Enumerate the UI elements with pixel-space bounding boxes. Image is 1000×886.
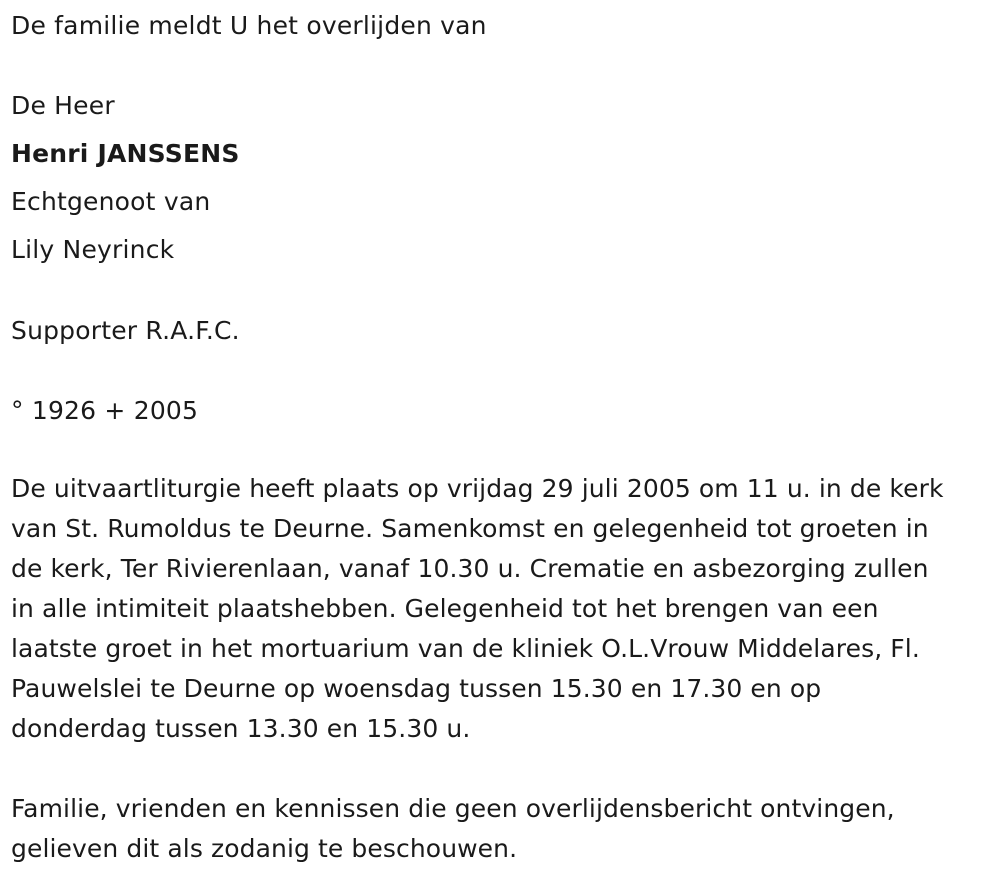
honorific: De Heer (11, 91, 115, 120)
service-line: Pauwelslei te Deurne op woensdag tussen 15.30 en 17.30 en op (11, 674, 822, 703)
affiliation: Supporter R.A.F.C. (11, 316, 240, 345)
service-line: De uitvaartliturgie heeft plaats op vrijdag 29 juli 2005 om 11 u. in de kerk (11, 474, 944, 503)
service-line: van St. Rumoldus te Deurne. Samenkomst en gelegenheid tot groeten in (11, 514, 929, 543)
service-line: donderdag tussen 13.30 en 15.30 u. (11, 714, 471, 743)
service-line: de kerk, Ter Rivierenlaan, vanaf 10.30 u. Crematie en asbezorging zullen (11, 554, 929, 583)
deceased-name: Henri JANSSENS (11, 139, 240, 168)
closing-line: Familie, vrienden en kennissen die geen overlijdensbericht ontvingen, (11, 794, 895, 823)
closing-paragraph (11, 789, 996, 869)
closing-line: gelieven dit als zodanig te beschouwen. (11, 834, 518, 863)
service-line: in alle intimiteit plaatshebben. Gelegenheid tot het brengen van een (11, 594, 879, 623)
service-paragraph (11, 469, 996, 749)
service-line: laatste groet in het mortuarium van de kliniek O.L.Vrouw Middelares, Fl. (11, 634, 920, 663)
relation-label: Echtgenoot van (11, 187, 211, 216)
life-dates: ° 1926 + 2005 (11, 396, 199, 425)
intro-line: De familie meldt U het overlijden van (11, 11, 487, 40)
spouse-name: Lily Neyrinck (11, 235, 175, 264)
